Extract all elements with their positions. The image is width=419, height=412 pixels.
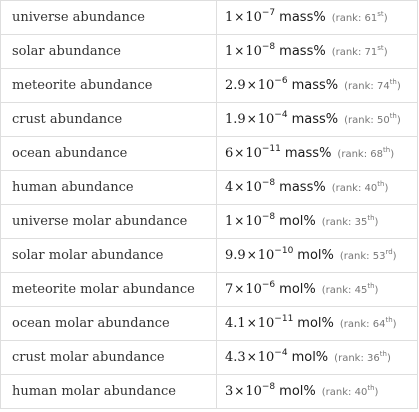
mantissa: 6 bbox=[225, 146, 234, 161]
mantissa: 9.9 bbox=[225, 248, 246, 263]
base-ten: 10 bbox=[257, 78, 275, 93]
rank-suffix: th bbox=[377, 180, 385, 188]
base-ten: 10 bbox=[257, 112, 275, 127]
unit: mol% bbox=[279, 282, 316, 297]
rank-label: rank: bbox=[348, 115, 374, 126]
rank-number: 35 bbox=[354, 217, 368, 228]
exponent: −8 bbox=[261, 178, 276, 188]
rank-number: 36 bbox=[367, 353, 380, 364]
unit: mol% bbox=[279, 214, 316, 229]
unit: mol% bbox=[279, 384, 316, 399]
exponent: −11 bbox=[261, 144, 281, 154]
rank-number: 40 bbox=[364, 183, 378, 194]
abundance-label bbox=[1, 103, 217, 137]
rank-suffix: th bbox=[383, 146, 391, 154]
rank-label: rank: bbox=[341, 149, 368, 160]
unit: mass% bbox=[279, 180, 326, 195]
exponent: −6 bbox=[261, 280, 276, 290]
table-row bbox=[1, 273, 418, 307]
rank-annotation: (rank: 50th) bbox=[344, 112, 401, 126]
abundance-value-cell bbox=[217, 375, 418, 409]
row-label: universe abundance bbox=[12, 10, 145, 25]
times-sign: × bbox=[234, 384, 245, 398]
unit: mass% bbox=[291, 112, 339, 127]
base-ten: 10 bbox=[245, 384, 262, 399]
base-ten: 10 bbox=[245, 180, 262, 195]
rank-annotation: (rank: 64th) bbox=[339, 316, 397, 330]
base-ten: 10 bbox=[245, 214, 262, 229]
unit: mass% bbox=[291, 78, 339, 93]
rank-label: rank: bbox=[325, 387, 352, 398]
mantissa: 1 bbox=[225, 10, 234, 25]
table-row bbox=[1, 137, 418, 171]
times-sign: × bbox=[234, 282, 245, 296]
row-label: solar abundance bbox=[12, 44, 121, 59]
rank-annotation: (rank: 71st) bbox=[331, 44, 388, 58]
rank-label: rank: bbox=[325, 285, 352, 296]
rank-suffix: th bbox=[367, 384, 375, 392]
exponent: −8 bbox=[261, 382, 276, 392]
rank-number: 61 bbox=[364, 13, 378, 24]
base-ten: 10 bbox=[257, 316, 275, 331]
table-row bbox=[1, 171, 418, 205]
abundance-table-body bbox=[1, 1, 418, 409]
row-label: crust abundance bbox=[12, 112, 123, 127]
base-ten: 10 bbox=[245, 282, 262, 297]
abundance-label bbox=[1, 35, 217, 69]
times-sign: × bbox=[246, 248, 257, 262]
mantissa: 4.1 bbox=[225, 316, 246, 331]
rank-suffix: th bbox=[385, 316, 393, 324]
exponent: −8 bbox=[261, 212, 276, 222]
row-label: meteorite molar abundance bbox=[12, 282, 195, 297]
base-ten: 10 bbox=[245, 10, 262, 25]
rank-suffix: st bbox=[377, 44, 384, 52]
row-label: crust molar abundance bbox=[12, 350, 165, 365]
rank-annotation: (rank: 40th) bbox=[331, 180, 389, 194]
rank-annotation: (rank: 45th) bbox=[321, 282, 379, 296]
rank-label: rank: bbox=[335, 47, 362, 58]
table-row bbox=[1, 375, 418, 409]
table-row bbox=[1, 69, 418, 103]
base-ten: 10 bbox=[257, 248, 275, 263]
table-row bbox=[1, 1, 418, 35]
mantissa: 3 bbox=[225, 384, 234, 399]
abundance-label bbox=[1, 205, 217, 239]
rank-label: rank: bbox=[343, 251, 370, 262]
times-sign: × bbox=[234, 44, 245, 58]
rank-annotation: (rank: 40th) bbox=[321, 384, 379, 398]
abundance-value-cell bbox=[217, 239, 418, 273]
exponent: −8 bbox=[261, 42, 276, 52]
row-label: ocean abundance bbox=[12, 146, 128, 161]
table-row bbox=[1, 35, 418, 69]
abundance-label bbox=[1, 137, 217, 171]
row-label: solar molar abundance bbox=[12, 248, 164, 263]
times-sign: × bbox=[234, 180, 245, 194]
abundance-value-cell bbox=[217, 137, 418, 171]
abundance-label bbox=[1, 307, 217, 341]
times-sign: × bbox=[234, 146, 245, 160]
times-sign: × bbox=[234, 214, 245, 228]
rank-number: 40 bbox=[354, 387, 368, 398]
rank-suffix: th bbox=[379, 350, 387, 358]
exponent: −11 bbox=[274, 314, 294, 324]
rank-number: 74 bbox=[376, 81, 390, 92]
abundance-label bbox=[1, 239, 217, 273]
exponent: −4 bbox=[274, 348, 288, 358]
row-label: universe molar abundance bbox=[12, 214, 188, 229]
rank-suffix: st bbox=[377, 10, 384, 18]
abundance-label bbox=[1, 69, 217, 103]
mantissa: 4.3 bbox=[225, 350, 246, 365]
base-ten: 10 bbox=[245, 146, 262, 161]
table-row bbox=[1, 103, 418, 137]
mantissa: 2.9 bbox=[225, 78, 246, 93]
row-label: meteorite abundance bbox=[12, 78, 153, 93]
rank-suffix: th bbox=[367, 214, 375, 222]
mantissa: 1 bbox=[225, 214, 234, 229]
row-label: human molar abundance bbox=[12, 384, 176, 399]
times-sign: × bbox=[234, 10, 245, 24]
row-label: ocean molar abundance bbox=[12, 316, 170, 331]
base-ten: 10 bbox=[257, 350, 275, 365]
mantissa: 1.9 bbox=[225, 112, 246, 127]
mantissa: 7 bbox=[225, 282, 234, 297]
rank-label: rank: bbox=[338, 353, 364, 364]
rank-suffix: th bbox=[389, 78, 397, 86]
times-sign: × bbox=[246, 112, 257, 126]
mantissa: 4 bbox=[225, 180, 234, 195]
times-sign: × bbox=[246, 78, 257, 92]
abundance-label bbox=[1, 273, 217, 307]
rank-annotation: (rank: 74th) bbox=[344, 78, 401, 92]
times-sign: × bbox=[246, 350, 257, 364]
unit: mass% bbox=[284, 146, 332, 161]
abundance-value-cell bbox=[217, 35, 418, 69]
abundance-value-cell bbox=[217, 69, 418, 103]
abundance-label bbox=[1, 171, 217, 205]
unit: mol% bbox=[297, 316, 334, 331]
rank-annotation: (rank: 61st) bbox=[331, 10, 388, 24]
abundance-value-cell bbox=[217, 341, 418, 375]
abundance-value-cell bbox=[217, 307, 418, 341]
row-label: human abundance bbox=[12, 180, 134, 195]
table-row bbox=[1, 307, 418, 341]
abundance-value-cell bbox=[217, 1, 418, 35]
rank-suffix: th bbox=[367, 282, 375, 290]
table-row bbox=[1, 341, 418, 375]
rank-annotation: (rank: 68th) bbox=[337, 146, 395, 160]
mantissa: 1 bbox=[225, 44, 234, 59]
rank-suffix: rd bbox=[385, 248, 393, 256]
rank-number: 64 bbox=[372, 319, 386, 330]
rank-label: rank: bbox=[335, 183, 362, 194]
abundance-value-cell bbox=[217, 273, 418, 307]
rank-label: rank: bbox=[325, 217, 352, 228]
abundance-label bbox=[1, 1, 217, 35]
base-ten: 10 bbox=[245, 44, 262, 59]
rank-number: 71 bbox=[364, 47, 378, 58]
abundance-value-cell bbox=[217, 103, 418, 137]
unit: mol% bbox=[297, 248, 334, 263]
unit: mol% bbox=[291, 350, 329, 365]
exponent: −10 bbox=[274, 246, 294, 256]
abundance-label bbox=[1, 375, 217, 409]
rank-annotation: (rank: 35th) bbox=[321, 214, 379, 228]
table-row bbox=[1, 239, 418, 273]
rank-number: 50 bbox=[376, 115, 390, 126]
times-sign: × bbox=[246, 316, 257, 330]
abundance-value-cell bbox=[217, 171, 418, 205]
rank-label: rank: bbox=[343, 319, 370, 330]
rank-label: rank: bbox=[348, 81, 374, 92]
rank-number: 53 bbox=[372, 251, 386, 262]
rank-number: 68 bbox=[370, 149, 383, 160]
abundance-value-cell bbox=[217, 205, 418, 239]
exponent: −6 bbox=[274, 76, 288, 86]
rank-label: rank: bbox=[335, 13, 362, 24]
abundance-label bbox=[1, 341, 217, 375]
rank-number: 45 bbox=[354, 285, 368, 296]
exponent: −4 bbox=[274, 110, 288, 120]
table-row bbox=[1, 205, 418, 239]
unit: mass% bbox=[279, 44, 326, 59]
exponent: −7 bbox=[261, 8, 276, 18]
unit: mass% bbox=[279, 10, 326, 25]
rank-annotation: (rank: 36th) bbox=[334, 350, 391, 364]
rank-suffix: th bbox=[389, 112, 397, 120]
rank-annotation: (rank: 53rd) bbox=[339, 248, 397, 262]
